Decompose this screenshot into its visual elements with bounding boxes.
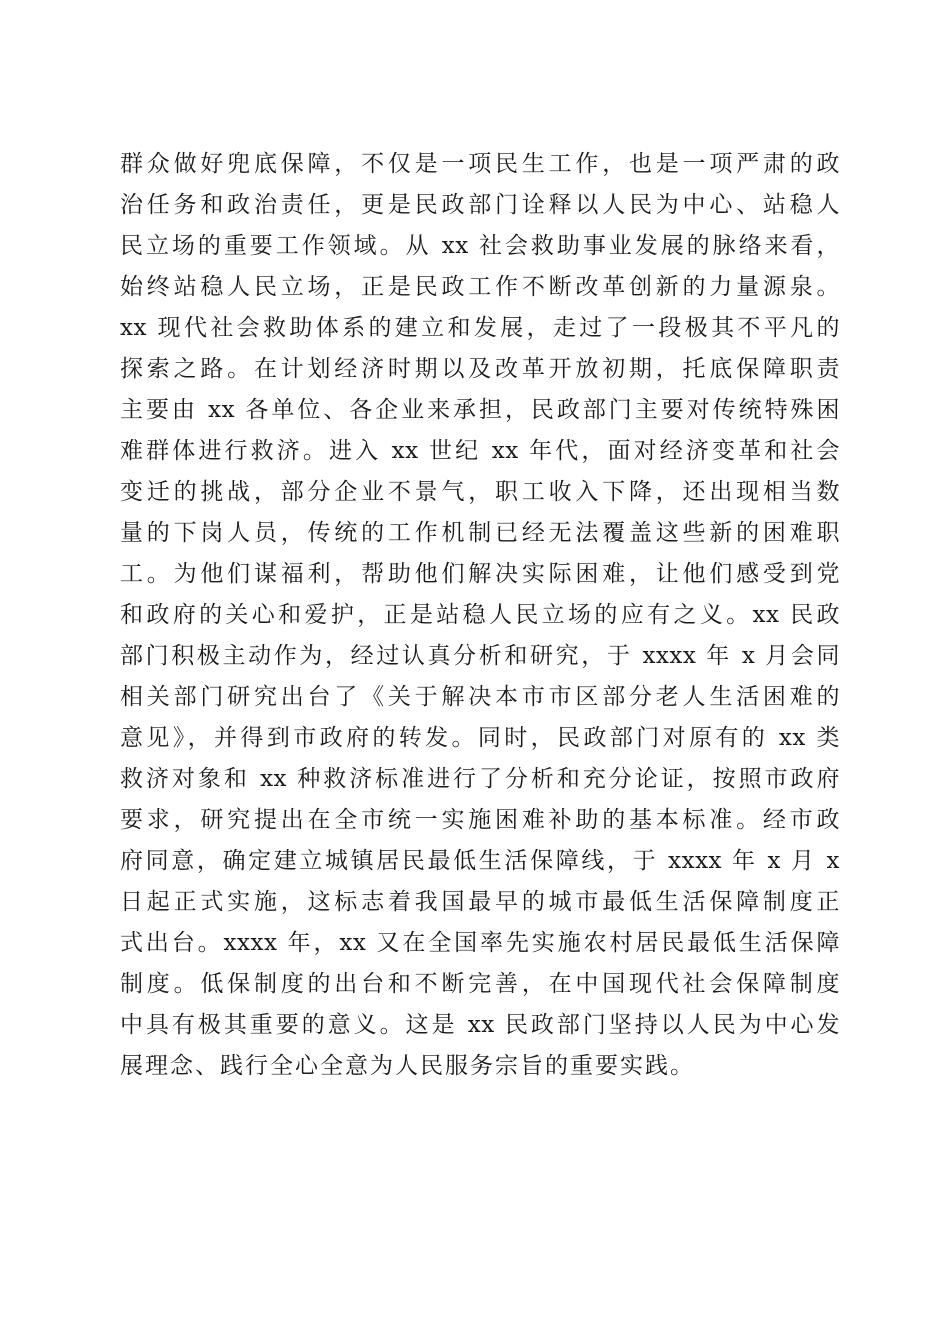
text-line: 府同意，确定建立城镇居民最低生活保障线，于 xxxx 年 x 月 x <box>120 848 840 874</box>
text-line: 式出台。xxxx 年，xx 又在全国率先实施农村居民最低生活保障 <box>120 930 840 956</box>
text-line: 工。为他们谋福利，帮助他们解决实际困难，让他们感受到党 <box>120 561 840 587</box>
text-line: 部门积极主动作为，经过认真分析和研究，于 xxxx 年 x 月会同 <box>120 643 840 669</box>
text-line: 救济对象和 xx 种救济标准进行了分析和充分论证，按照市政府 <box>120 766 840 792</box>
text-line: 变迁的挑战，部分企业不景气，职工收入下降，还出现相当数 <box>120 479 840 505</box>
text-line: 中具有极其重要的意义。这是 xx 民政部门坚持以人民为中心发 <box>120 1012 840 1038</box>
text-line: 治任务和政治责任，更是民政部门诠释以人民为中心、站稳人 <box>120 192 840 218</box>
text-line: 要求，研究提出在全市统一实施困难补助的基本标准。经市政 <box>120 807 840 833</box>
text-line: 和政府的关心和爱护，正是站稳人民立场的应有之义。xx 民政 <box>120 602 840 628</box>
text-line: 相关部门研究出台了《关于解决本市市区部分老人生活困难的 <box>120 684 840 710</box>
text-line: 量的下岗人员，传统的工作机制已经无法覆盖这些新的困难职 <box>120 520 840 546</box>
text-line-last: 展理念、践行全心全意为人民服务宗旨的重要实践。 <box>120 1053 695 1079</box>
text-line: 日起正式实施，这标志着我国最早的城市最低生活保障制度正 <box>120 889 840 915</box>
text-line: 探索之路。在计划经济时期以及改革开放初期，托底保障职责 <box>120 356 840 382</box>
body-paragraph <box>120 144 840 1087</box>
text-line: xx 现代社会救助体系的建立和发展，走过了一段极其不平凡的 <box>120 315 840 341</box>
text-line: 民立场的重要工作领域。从 xx 社会救助事业发展的脉络来看， <box>120 233 840 259</box>
text-line: 主要由 xx 各单位、各企业来承担，民政部门主要对传统特殊困 <box>120 397 840 423</box>
text-line: 难群体进行救济。进入 xx 世纪 xx 年代，面对经济变革和社会 <box>120 438 840 464</box>
text-line: 群众做好兜底保障，不仅是一项民生工作，也是一项严肃的政 <box>120 151 840 177</box>
text-line: 始终站稳人民立场，正是民政工作不断改革创新的力量源泉。 <box>120 274 840 300</box>
text-line: 意见》，并得到市政府的转发。同时，民政部门对原有的 xx 类 <box>120 725 840 751</box>
text-line: 制度。低保制度的出台和不断完善，在中国现代社会保障制度 <box>120 971 840 997</box>
